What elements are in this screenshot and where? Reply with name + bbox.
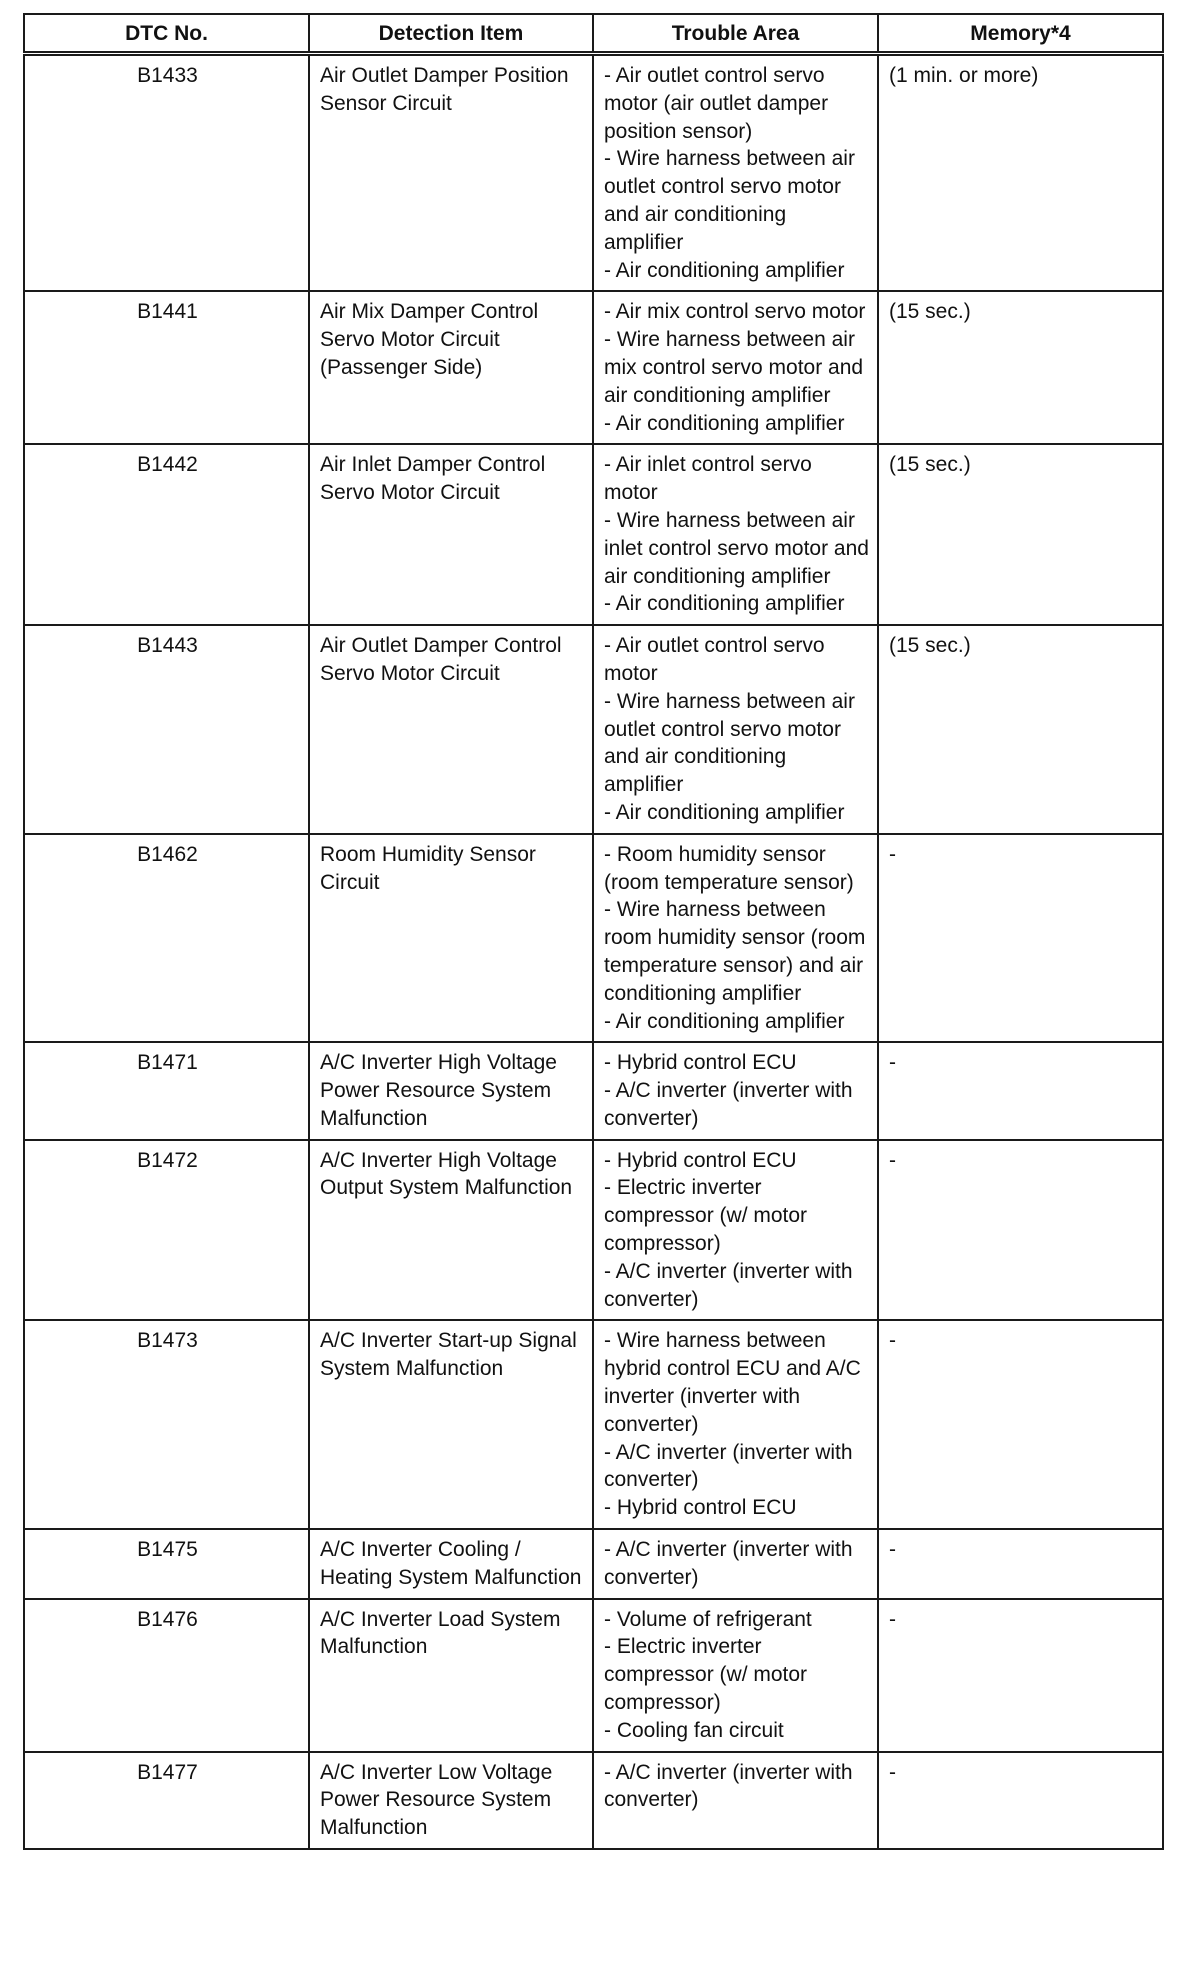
dtc-table: [23, 13, 1164, 1850]
trouble-area-list: [604, 451, 869, 618]
detection-item: Room Humidity Sensor Circuit: [320, 842, 536, 894]
memory-value: (15 sec.): [889, 634, 971, 658]
dtc-number: B1433: [137, 64, 198, 87]
trouble-area-list: [604, 298, 869, 437]
trouble-area-list: [604, 1606, 869, 1745]
trouble-area-list: [604, 1536, 869, 1592]
trouble-area-item: - Wire harness between air outlet control servo motor and air conditioning amplifier: [604, 689, 855, 797]
memory-cell: [878, 625, 1163, 834]
trouble-area-item: - Air mix control servo motor: [604, 300, 866, 324]
dtc-number: B1443: [137, 634, 198, 658]
dtc-number-cell: [24, 1320, 309, 1529]
trouble-area-item: - Hybrid control ECU: [604, 1496, 797, 1520]
trouble-area-item: - Air conditioning amplifier: [604, 592, 845, 616]
table-row: [24, 1752, 1163, 1849]
dtc-number-cell: [24, 834, 309, 1043]
table-row: [24, 625, 1163, 834]
trouble-area-item: - Air conditioning amplifier: [604, 1009, 845, 1033]
trouble-area-item: - Wire harness between air outlet control servo motor and air conditioning amplifier: [604, 147, 855, 254]
detection-item: Air Outlet Damper Control Servo Motor Circuit: [320, 634, 562, 685]
dtc-number-cell: [24, 291, 309, 444]
header-memory: Memory*4: [878, 14, 1163, 54]
dtc-number: B1473: [137, 1329, 198, 1353]
memory-value: -: [889, 1329, 896, 1353]
memory-cell: [878, 291, 1163, 444]
memory-value: -: [889, 1538, 896, 1562]
memory-cell: [878, 1599, 1163, 1752]
trouble-area-cell: [593, 1320, 878, 1529]
trouble-area-item: - Room humidity sensor (room temperature sensor): [604, 842, 854, 894]
detection-item-cell: [309, 291, 593, 444]
table-row: [24, 1529, 1163, 1599]
trouble-area-cell: [593, 1140, 878, 1321]
detection-item-cell: [309, 1320, 593, 1529]
detection-item-cell: [309, 1752, 593, 1849]
header-dtc-no: DTC No.: [24, 14, 309, 54]
memory-value: -: [889, 1051, 896, 1075]
detection-item-cell: [309, 625, 593, 834]
memory-value: -: [889, 1148, 896, 1172]
detection-item-cell: [309, 1140, 593, 1321]
dtc-number: B1472: [137, 1148, 198, 1172]
dtc-number-cell: [24, 1042, 309, 1139]
detection-item: A/C Inverter Cooling / Heating System Malfunction: [320, 1538, 582, 1589]
trouble-area-cell: [593, 1599, 878, 1752]
trouble-area-item: - Cooling fan circuit: [604, 1718, 784, 1742]
memory-cell: [878, 1529, 1163, 1599]
trouble-area-item: - Electric inverter compressor (w/ motor compressor): [604, 1176, 808, 1256]
detection-item: A/C Inverter Load System Malfunction: [320, 1607, 561, 1659]
memory-cell: [878, 54, 1163, 292]
dtc-number-cell: [24, 1752, 309, 1849]
memory-cell: [878, 834, 1163, 1043]
trouble-area-item: - A/C inverter (inverter with converter): [604, 1440, 853, 1492]
trouble-area-item: - A/C inverter (inverter with converter): [604, 1079, 853, 1130]
dtc-number: B1462: [137, 842, 198, 866]
dtc-number-cell: [24, 54, 309, 292]
table-row: [24, 1042, 1163, 1139]
table-row: [24, 834, 1163, 1043]
table-header: [24, 14, 1163, 54]
table-row: [24, 1140, 1163, 1321]
trouble-area-list: [604, 1327, 869, 1522]
detection-item-cell: [309, 1599, 593, 1752]
memory-cell: [878, 1320, 1163, 1529]
trouble-area-item: - Volume of refrigerant: [604, 1607, 812, 1631]
trouble-area-cell: [593, 444, 878, 625]
trouble-area-cell: [593, 291, 878, 444]
trouble-area-item: - Hybrid control ECU: [604, 1148, 797, 1172]
dtc-number-cell: [24, 1529, 309, 1599]
table-body: [24, 54, 1163, 1850]
table-row: [24, 1320, 1163, 1529]
memory-cell: [878, 1752, 1163, 1849]
trouble-area-item: - Air conditioning amplifier: [604, 258, 845, 282]
trouble-area-item: - Air conditioning amplifier: [604, 800, 845, 824]
detection-item: Air Outlet Damper Position Sensor Circuit: [320, 64, 569, 115]
trouble-area-list: [604, 632, 869, 827]
memory-cell: [878, 1140, 1163, 1321]
dtc-number-cell: [24, 1599, 309, 1752]
trouble-area-list: [604, 1147, 869, 1314]
memory-value: (1 min. or more): [889, 64, 1039, 87]
memory-value: (15 sec.): [889, 453, 971, 477]
trouble-area-list: [604, 62, 869, 284]
table-row: [24, 54, 1163, 292]
dtc-number: B1477: [137, 1760, 198, 1784]
detection-item-cell: [309, 1042, 593, 1139]
detection-item: A/C Inverter High Voltage Output System Malfunction: [320, 1148, 573, 1200]
trouble-area-item: - Wire harness between air inlet control servo motor and air conditioning amplifier: [604, 508, 869, 588]
dtc-number-cell: [24, 625, 309, 834]
trouble-area-list: [604, 1759, 869, 1815]
trouble-area-item: - Wire harness between air mix control servo motor and air conditioning amplifier: [604, 328, 864, 407]
memory-value: (15 sec.): [889, 300, 971, 324]
dtc-number-cell: [24, 444, 309, 625]
trouble-area-cell: [593, 54, 878, 292]
trouble-area-item: - A/C inverter (inverter with converter): [604, 1760, 853, 1812]
trouble-area-item: - Electric inverter compressor (w/ motor compressor): [604, 1635, 808, 1715]
trouble-area-item: - Air conditioning amplifier: [604, 411, 845, 435]
detection-item: Air Inlet Damper Control Servo Motor Circuit: [320, 453, 546, 505]
trouble-area-list: [604, 841, 869, 1036]
memory-value: -: [889, 1607, 896, 1631]
dtc-number: B1441: [137, 300, 198, 324]
table-row: [24, 291, 1163, 444]
memory-value: -: [889, 842, 896, 866]
trouble-area-item: - Wire harness between room humidity sensor (room temperature sensor) and air conditioning amplifier: [604, 898, 866, 1005]
memory-cell: [878, 1042, 1163, 1139]
dtc-number: B1476: [137, 1607, 198, 1631]
detection-item: A/C Inverter Start-up Signal System Malfunction: [320, 1329, 577, 1381]
header-trouble-area: Trouble Area: [593, 14, 878, 54]
detection-item: A/C Inverter High Voltage Power Resource System Malfunction: [320, 1051, 557, 1130]
trouble-area-item: - Hybrid control ECU: [604, 1051, 797, 1075]
trouble-area-cell: [593, 1042, 878, 1139]
detection-item: A/C Inverter Low Voltage Power Resource System Malfunction: [320, 1760, 553, 1840]
detection-item-cell: [309, 1529, 593, 1599]
header-row: [24, 14, 1163, 54]
detection-item-cell: [309, 54, 593, 292]
trouble-area-cell: [593, 834, 878, 1043]
trouble-area-item: - A/C inverter (inverter with converter): [604, 1538, 853, 1589]
detection-item: Air Mix Damper Control Servo Motor Circuit (Passenger Side): [320, 300, 539, 379]
trouble-area-item: - Wire harness between hybrid control ECU and A/C inverter (inverter with converter): [604, 1329, 861, 1436]
detection-item-cell: [309, 444, 593, 625]
memory-value: -: [889, 1760, 896, 1784]
dtc-number: B1475: [137, 1538, 198, 1562]
trouble-area-item: - Air outlet control servo motor: [604, 634, 825, 685]
trouble-area-list: [604, 1049, 869, 1132]
table-row: [24, 1599, 1163, 1752]
trouble-area-item: - Air outlet control servo motor (air outlet damper position sensor): [604, 64, 829, 143]
memory-cell: [878, 444, 1163, 625]
detection-item-cell: [309, 834, 593, 1043]
dtc-number: B1442: [137, 453, 198, 477]
trouble-area-item: - Air inlet control servo motor: [604, 453, 812, 505]
header-detection-item: Detection Item: [309, 14, 593, 54]
trouble-area-cell: [593, 1529, 878, 1599]
dtc-number-cell: [24, 1140, 309, 1321]
dtc-number: B1471: [137, 1051, 198, 1075]
trouble-area-cell: [593, 625, 878, 834]
table-row: [24, 444, 1163, 625]
trouble-area-cell: [593, 1752, 878, 1849]
trouble-area-item: - A/C inverter (inverter with converter): [604, 1259, 853, 1311]
